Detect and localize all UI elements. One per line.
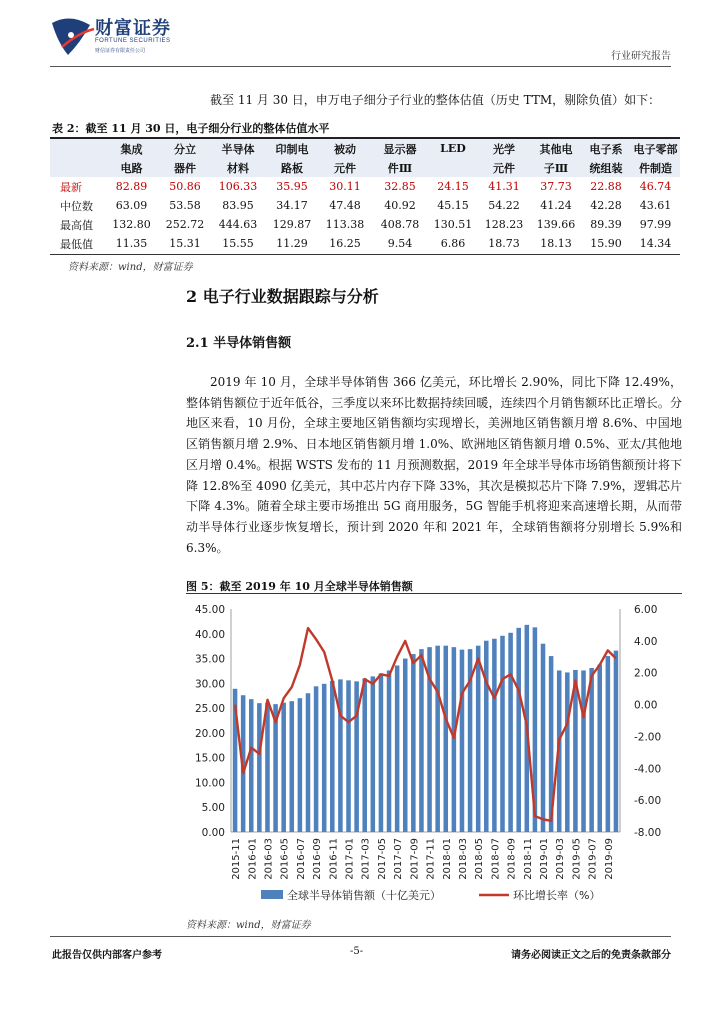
table-cell: 18.13 — [540, 237, 572, 250]
table-header-cell: 元件 — [334, 161, 356, 175]
x-axis-tick-label: 2018-09 — [506, 838, 518, 880]
table-cell: 89.39 — [590, 218, 622, 231]
right-axis-tick-label: 2.00 — [634, 667, 658, 680]
right-axis-tick-label: -4.00 — [634, 763, 662, 776]
sales-bar — [565, 672, 570, 832]
table-cell: 106.33 — [218, 180, 258, 193]
table-cell: 22.88 — [590, 180, 622, 193]
right-axis-tick-label: -6.00 — [634, 795, 662, 808]
table-cell: 408.78 — [380, 218, 420, 231]
sales-bar — [362, 678, 367, 832]
sales-bar — [403, 659, 408, 832]
table-cell: 6.86 — [440, 237, 466, 250]
left-axis-tick-label: 20.00 — [194, 727, 225, 740]
sales-bar — [435, 646, 440, 832]
x-axis-tick-label: 2016-11 — [328, 838, 340, 880]
brand-name-cn: 财富证券 — [95, 18, 171, 39]
figure-caption: 图 5：截至 2019 年 10 月全球半导体销售额 — [186, 580, 413, 593]
sales-bar — [411, 654, 416, 832]
left-axis-tick-label: 25.00 — [194, 703, 225, 716]
table-cell: 53.58 — [169, 199, 201, 212]
x-axis-tick-label: 2016-05 — [279, 838, 291, 880]
table-row — [50, 196, 680, 215]
x-axis-tick-label: 2017-03 — [360, 838, 372, 880]
table-cell: 14.34 — [639, 237, 672, 250]
sales-bar — [306, 693, 311, 832]
table-cell: 47.48 — [329, 199, 361, 212]
legend-bar-label: 全球半导体销售额（十亿美元） — [287, 889, 441, 902]
x-axis-tick-label: 2016-09 — [312, 838, 324, 880]
sales-bar — [322, 684, 327, 832]
table-header-cell: 材料 — [227, 161, 249, 175]
table-cell: 16.25 — [329, 237, 361, 250]
table-row — [50, 177, 680, 196]
table-cell: 37.73 — [540, 180, 572, 193]
footer-divider — [50, 936, 671, 937]
left-axis-tick-label: 15.00 — [194, 752, 225, 765]
table-cell: 11.29 — [276, 237, 308, 250]
table-header-cell: 被动 — [334, 142, 356, 156]
table-header-cell — [50, 139, 104, 158]
figure-source: 资料来源：wind，财富证券 — [186, 920, 311, 931]
table-cell: 15.31 — [169, 237, 201, 250]
table-cell: 82.89 — [115, 180, 148, 193]
table-cell: 139.66 — [536, 218, 576, 231]
footer-notice: 请务必阅读正文之后的免责条款部分 — [511, 950, 671, 961]
table-cell: 45.15 — [437, 199, 469, 212]
table-header-cell — [429, 158, 477, 177]
left-axis-tick-label: 0.00 — [201, 827, 225, 839]
sales-bar — [492, 639, 497, 832]
x-axis-tick-label: 2017-05 — [376, 838, 388, 880]
table-cell: 54.22 — [488, 199, 520, 212]
sales-bar — [484, 641, 489, 832]
x-axis-tick-label: 2015-11 — [231, 838, 243, 880]
x-axis-tick-label: 2016-07 — [295, 838, 307, 880]
semiconductor-sales-chart — [186, 596, 682, 914]
table-cell: 30.11 — [329, 180, 361, 193]
table-header-cell: 集成 — [120, 142, 143, 156]
table-cell: 43.61 — [639, 199, 672, 212]
row-label: 最高值 — [60, 218, 93, 232]
x-axis-tick-label: 2018-01 — [441, 838, 453, 880]
page-number: -5- — [350, 946, 364, 957]
table-cell: 24.15 — [437, 180, 469, 193]
table-cell: 32.85 — [384, 180, 416, 193]
table-header-cell: 路板 — [281, 161, 303, 175]
sales-bar — [460, 650, 465, 832]
sales-bar — [379, 673, 384, 832]
table-source: 资料来源：wind，财富证券 — [68, 262, 193, 273]
table-header-cell: 分立 — [174, 142, 196, 156]
table-header-row — [50, 158, 680, 177]
table-header-cell: 元件 — [493, 161, 515, 175]
right-axis-tick-label: 0.00 — [634, 699, 658, 712]
sales-bar — [419, 649, 424, 832]
table-header-cell: 子Ⅲ — [543, 161, 569, 175]
table-cell: 34.17 — [276, 199, 308, 212]
x-axis-tick-label: 2018-03 — [457, 838, 469, 880]
sales-bar — [330, 681, 335, 832]
sales-bar — [476, 646, 481, 832]
table-header-cell — [50, 158, 104, 177]
table-cell: 15.90 — [590, 237, 622, 250]
sales-bar — [516, 628, 521, 832]
x-axis-tick-label: 2016-01 — [247, 838, 259, 880]
x-axis-tick-label: 2019-01 — [539, 838, 551, 880]
sales-bar — [290, 701, 295, 832]
table-cell: 41.31 — [488, 180, 520, 193]
x-axis-tick-label: 2018-11 — [522, 838, 534, 880]
section-title: 2 电子行业数据跟踪与分析 — [186, 287, 379, 306]
row-label: 中位数 — [60, 199, 93, 213]
valuation-table — [50, 139, 680, 253]
table-cell: 18.73 — [488, 237, 520, 250]
table-header-cell: 件Ⅲ — [387, 161, 413, 175]
sales-bar — [614, 651, 619, 832]
table-cell: 132.80 — [112, 218, 151, 231]
sales-bar — [597, 665, 602, 832]
table-header-cell: 光学 — [493, 142, 515, 156]
sales-bar — [338, 679, 343, 832]
body-paragraph: 2019 年 10 月，全球半导体销售 366 亿美元，环比增长 2.90%，同比下降 12.49%，整体销售额位于近年低谷，三季度以来环比数据持续回暖，连续四个月销售额环比正增长。分地区来看，10 月份，全球主要地区销售额均实现增长，美洲地区销售额月增 8.6%、中国地区销售额月增 2.9%、日本地区销售额月增 1.0%、欧洲地区销售额月增 0.5%、亚太/其他地区月增 0.4%。根据 WSTS 发布的 11 月预测数据，2019 年全球半导体市场销售额预计将下降 12.8%至 4090 亿美元，其中芯片内存下降 33%，其次是模拟芯片下降 7.9%，逻辑芯片下降 4.3%。随着全球主要市场推出 5G 商用服务，5G 智能手机将迎来高速增长期，从而带动半导体行业逐步恢复增长，预计到 2020 年和 2021 年，全球销售额将分别增长 5.9%和 6.3%。 — [186, 375, 682, 555]
sales-bar — [265, 703, 270, 832]
table-header-cell: 器件 — [174, 161, 196, 175]
table-cell: 97.99 — [639, 218, 672, 231]
brand-name-en: FORTUNE SECURITIES — [95, 38, 171, 44]
table-row — [50, 215, 680, 234]
x-axis-tick-label: 2019-03 — [555, 838, 567, 880]
legend-bar-swatch — [261, 890, 283, 899]
sales-bar — [249, 699, 254, 832]
sales-bar — [257, 703, 262, 832]
sales-bar — [443, 646, 448, 832]
table-cell: 46.74 — [639, 180, 672, 193]
sales-bar — [581, 670, 586, 832]
sales-bar — [346, 680, 351, 832]
table-cell: 129.87 — [272, 218, 312, 231]
row-label: 最低值 — [60, 237, 93, 251]
subsection-title: 2.1 半导体销售额 — [186, 336, 292, 351]
table-cell: 252.72 — [165, 218, 205, 231]
right-axis-tick-label: 6.00 — [634, 604, 658, 616]
x-axis-tick-label: 2018-05 — [474, 838, 486, 880]
footer-disclaimer: 此报告仅供内部客户参考 — [52, 950, 162, 961]
table-caption: 表 2：截至 11 月 30 日，电子细分行业的整体估值水平 — [52, 122, 330, 135]
x-axis-tick-label: 2019-05 — [571, 838, 583, 880]
x-axis-tick-label: 2017-11 — [425, 838, 437, 880]
table-header-cell: 半导体 — [221, 142, 255, 156]
sales-bar — [298, 698, 303, 832]
right-axis-tick-label: -2.00 — [634, 731, 662, 744]
table-cell: 63.09 — [115, 199, 148, 212]
table-cell: 15.55 — [222, 237, 254, 250]
x-axis-tick-label: 2017-01 — [344, 838, 356, 880]
table-cell: 50.86 — [169, 180, 201, 193]
sales-bar — [281, 703, 286, 832]
table-cell: 83.95 — [222, 199, 254, 212]
x-axis-tick-label: 2017-09 — [409, 838, 421, 880]
table-cell: 11.35 — [115, 237, 148, 250]
table-header-cell: 电子零部 — [633, 142, 678, 156]
table-cell: 40.92 — [384, 199, 416, 212]
figure-caption-rule — [186, 593, 682, 594]
table-bottom-rule — [50, 254, 680, 255]
sales-bar — [452, 647, 457, 832]
sales-bar — [541, 644, 546, 832]
table-header-cell: 件制造 — [639, 161, 672, 175]
table-cell: 128.23 — [484, 218, 524, 231]
sales-bar — [371, 676, 376, 832]
table-header-cell: 电路 — [120, 161, 143, 175]
x-axis-tick-label: 2018-07 — [490, 838, 502, 880]
x-axis-tick-label: 2017-07 — [393, 838, 405, 880]
left-axis-tick-label: 30.00 — [194, 678, 225, 691]
sales-bar — [606, 656, 611, 832]
table-cell: 113.38 — [325, 218, 365, 231]
row-label: 最新 — [60, 180, 82, 194]
sales-bar — [395, 665, 400, 832]
table-cell: 41.24 — [540, 199, 572, 212]
table-cell: 9.54 — [387, 237, 413, 250]
table-header-cell: 其他电 — [539, 142, 573, 156]
table-cell: 444.63 — [218, 218, 258, 231]
table-cell: 42.28 — [590, 199, 622, 212]
x-axis-tick-label: 2019-07 — [587, 838, 599, 880]
table-cell: 35.95 — [276, 180, 308, 193]
left-axis-tick-label: 40.00 — [194, 628, 225, 641]
table-header-cell: 统组装 — [589, 161, 623, 175]
brand-subtitle: 财信证券有限责任公司 — [95, 48, 146, 54]
sales-bar — [589, 668, 594, 832]
table-header-cell: LED — [440, 142, 466, 155]
sales-bar — [500, 636, 505, 832]
table-header-cell: 印制电 — [275, 142, 309, 156]
header-divider — [50, 66, 671, 67]
right-axis-tick-label: 4.00 — [634, 635, 658, 648]
x-axis-tick-label: 2019-09 — [603, 838, 615, 880]
table-header-cell: 显示器 — [383, 142, 417, 156]
table-header-row — [50, 139, 680, 158]
sales-bar — [508, 633, 513, 832]
left-axis-tick-label: 35.00 — [194, 653, 225, 666]
sales-bar — [387, 670, 392, 832]
table-header-cell: 电子系 — [589, 142, 623, 156]
left-axis-tick-label: 45.00 — [194, 604, 225, 616]
legend-line-label: 环比增长率（%） — [513, 889, 601, 902]
report-type: 行业研究报告 — [611, 51, 671, 62]
left-axis-tick-label: 10.00 — [194, 777, 225, 790]
table-row — [50, 234, 680, 253]
right-axis-tick-label: -8.00 — [634, 827, 662, 839]
sales-bar — [314, 686, 319, 832]
left-axis-tick-label: 5.00 — [201, 802, 225, 815]
intro-sentence: 截至 11 月 30 日，申万电子细分子行业的整体估值（历史 TTM，剔除负值）如下： — [210, 93, 661, 107]
table-cell: 130.51 — [433, 218, 473, 231]
x-axis-tick-label: 2016-03 — [263, 838, 275, 880]
sales-bar — [273, 704, 278, 832]
